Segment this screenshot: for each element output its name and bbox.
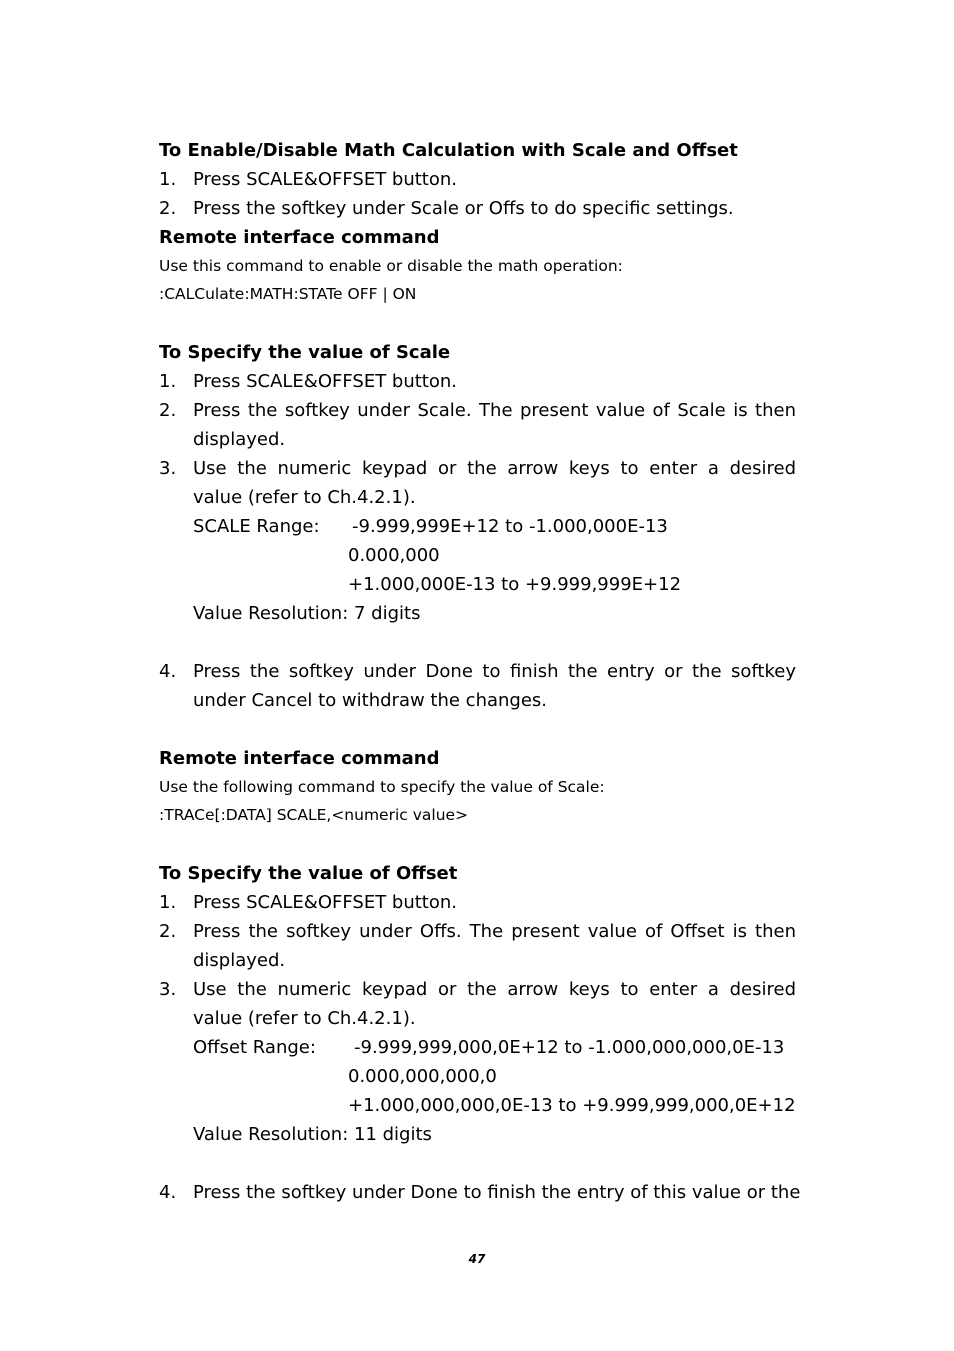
step-number: 1. (159, 892, 177, 913)
range-row (193, 512, 796, 541)
step-number: 2. (159, 400, 177, 421)
step-number: 4. (159, 1182, 177, 1203)
range-row (193, 1033, 796, 1062)
section-heading-enable-math: To Enable/Disable Math Calculation with Scale and Offset (159, 140, 738, 161)
range-row (193, 541, 796, 570)
step-number: 2. (159, 921, 177, 942)
remote-description: Use this command to enable or disable the math operation: (159, 257, 623, 275)
step-number: 3. (159, 458, 177, 479)
list-item (159, 888, 796, 917)
range-row (193, 1062, 796, 1091)
step-text: Press the softkey under Done to finish the entry or the softkey under Cancel to withdraw the changes. (193, 661, 796, 711)
remote-heading: Remote interface command (159, 748, 440, 769)
value-resolution: Value Resolution: 11 digits (193, 1124, 432, 1145)
list-item (159, 194, 796, 223)
range-value: -9.999,999,000,0E+12 to -1.000,000,000,0E-13 (354, 1037, 785, 1058)
step-text: Press the softkey under Done to finish the entry of this value or the (193, 1182, 801, 1203)
list-item (159, 975, 796, 1033)
section-heading-scale: To Specify the value of Scale (159, 342, 451, 363)
step-text: Use the numeric keypad or the arrow keys to enter a desired value (refer to Ch.4.2.1). (193, 458, 796, 508)
page-number: 47 (468, 1252, 486, 1266)
step-text: Press SCALE&OFFSET button. (193, 892, 458, 913)
step-text: Press SCALE&OFFSET button. (193, 371, 458, 392)
list-item (159, 917, 796, 975)
range-label: Offset Range: (193, 1037, 316, 1058)
list-item (159, 454, 796, 512)
step-number: 4. (159, 661, 177, 682)
value-resolution: Value Resolution: 7 digits (193, 603, 421, 624)
list-item (159, 367, 796, 396)
range-value: 0.000,000 (348, 545, 440, 566)
range-value: +1.000,000,000,0E-13 to +9.999,999,000,0E+12 (348, 1095, 796, 1116)
range-value: +1.000,000E-13 to +9.999,999E+12 (348, 574, 682, 595)
step-text: Press the softkey under Offs. The present value of Offset is then displayed. (193, 921, 796, 971)
range-row (193, 570, 796, 599)
range-value: 0.000,000,000,0 (348, 1066, 497, 1087)
range-row (193, 1091, 796, 1120)
step-text: Press the softkey under Scale or Offs to do specific settings. (193, 198, 734, 219)
list-item (159, 1178, 801, 1207)
range-value: -9.999,999E+12 to -1.000,000E-13 (352, 516, 668, 537)
step-number: 1. (159, 169, 177, 190)
section-heading-offset: To Specify the value of Offset (159, 863, 458, 884)
list-item (159, 165, 796, 194)
step-text: Press SCALE&OFFSET button. (193, 169, 458, 190)
list-item (159, 396, 796, 454)
step-number: 2. (159, 198, 177, 219)
remote-command: :CALCulate:MATH:STATe OFF | ON (159, 285, 417, 303)
step-text: Use the numeric keypad or the arrow keys to enter a desired value (refer to Ch.4.2.1). (193, 979, 796, 1029)
remote-description: Use the following command to specify the value of Scale: (159, 778, 605, 796)
remote-command: :TRACe[:DATA] SCALE,<numeric value> (159, 806, 469, 824)
document-page (159, 136, 801, 1207)
step-number: 3. (159, 979, 177, 1000)
remote-heading: Remote interface command (159, 227, 440, 248)
range-label: SCALE Range: (193, 516, 320, 537)
list-item (159, 657, 796, 715)
step-text: Press the softkey under Scale. The present value of Scale is then displayed. (193, 400, 796, 450)
step-number: 1. (159, 371, 177, 392)
